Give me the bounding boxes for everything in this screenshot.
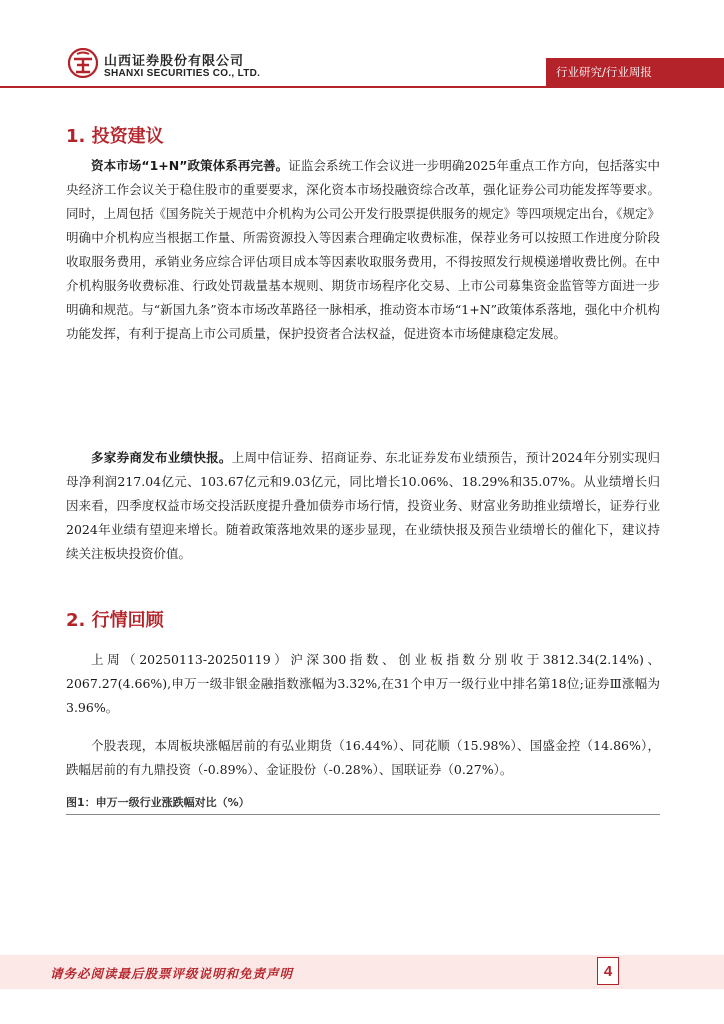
paragraph-body: 上周中信证券、招商证券、东北证券发布业绩预告，预计2024年分别实现归母净利润217.04亿元、103.67亿元和9.03亿元，同比增长10.06%、18.29%和35.07%。从业绩增长归因来看，四季度权益市场交投活跃度提升叠加债券市场行情，投资业务、财富业务助推业绩增长，证券行业2024年业绩有望迎来增长。随着政策落地效果的逐步显现，在业绩快报及预告业绩增长的催化下，建议持续关注板块投资价值。 bbox=[66, 450, 660, 561]
paragraph-body: 上周（20250113-20250119）沪深300指数、创业板指数分别收于3812.34(2.14%)、2067.27(4.66%),申万一级非银金融指数涨幅为3.32%,在31个申万一级行业中排名第18位;证券Ⅲ涨幅为3.96%。 bbox=[66, 652, 660, 715]
figure-divider bbox=[66, 814, 660, 815]
paragraph-index-review bbox=[66, 648, 660, 720]
figure-caption: 图1：申万一级行业涨跌幅对比（%） bbox=[66, 796, 250, 809]
paragraph-body: 个股表现，本周板块涨幅居前的有弘业期货（16.44%）、同花顺（15.98%）、国盛金控（14.86%），跌幅居前的有九鼎投资（-0.89%）、金证股份（-0.28%）、国联证券（0.27%）。 bbox=[66, 738, 660, 777]
section-heading-market-review: 2. 行情回顾 bbox=[66, 610, 164, 631]
section-heading-investment-advice: 1. 投资建议 bbox=[66, 126, 164, 147]
paragraph-earnings bbox=[66, 446, 660, 566]
page-number: 4 bbox=[597, 957, 619, 985]
paragraph-lead: 多家券商发布业绩快报。 bbox=[91, 450, 232, 465]
report-type-badge: 行业研究/行业周报 bbox=[546, 58, 724, 86]
company-logo-icon bbox=[68, 48, 98, 78]
header-divider bbox=[0, 86, 724, 88]
company-name-en: SHANXI SECURITIES CO., LTD. bbox=[104, 68, 261, 79]
paragraph-body: 证监会系统工作会议进一步明确2025年重点工作方向，包括落实中央经济工作会议关于稳住股市的重要要求，深化资本市场投融资综合改革，强化证券公司功能发挥等要求。同时，上周包括《国务院关于规范中介机构为公司公开发行股票提供服务的规定》等四项规定出台，《规定》明确中介机构应当根据工作量、所需资源投入等因素合理确定收费标准，保荐业务可以按照工作进度分阶段收取服务费用，承销业务应综合评估项目成本等因素收取服务费用，不得按照发行规模递增收费比例。在中介机构服务收费标准、行政处罚裁量基本规则、期货市场程序化交易、上市公司募集资金监管等方面进一步明确和规范。与“新国九条”资本市场改革路径一脉相承，推动资本市场“1+N”政策体系落地，强化中介机构功能发挥，有利于提高上市公司质量，保护投资者合法权益，促进资本市场健康稳定发展。 bbox=[66, 158, 660, 341]
paragraph-policy bbox=[66, 154, 660, 346]
paragraph-stock-review bbox=[66, 734, 660, 782]
paragraph-lead: 资本市场“1+N”政策体系再完善。 bbox=[91, 158, 289, 173]
company-name-cn: 山西证券股份有限公司 bbox=[104, 54, 245, 69]
footer-disclaimer: 请务必阅读最后股票评级说明和免责声明 bbox=[50, 966, 294, 981]
